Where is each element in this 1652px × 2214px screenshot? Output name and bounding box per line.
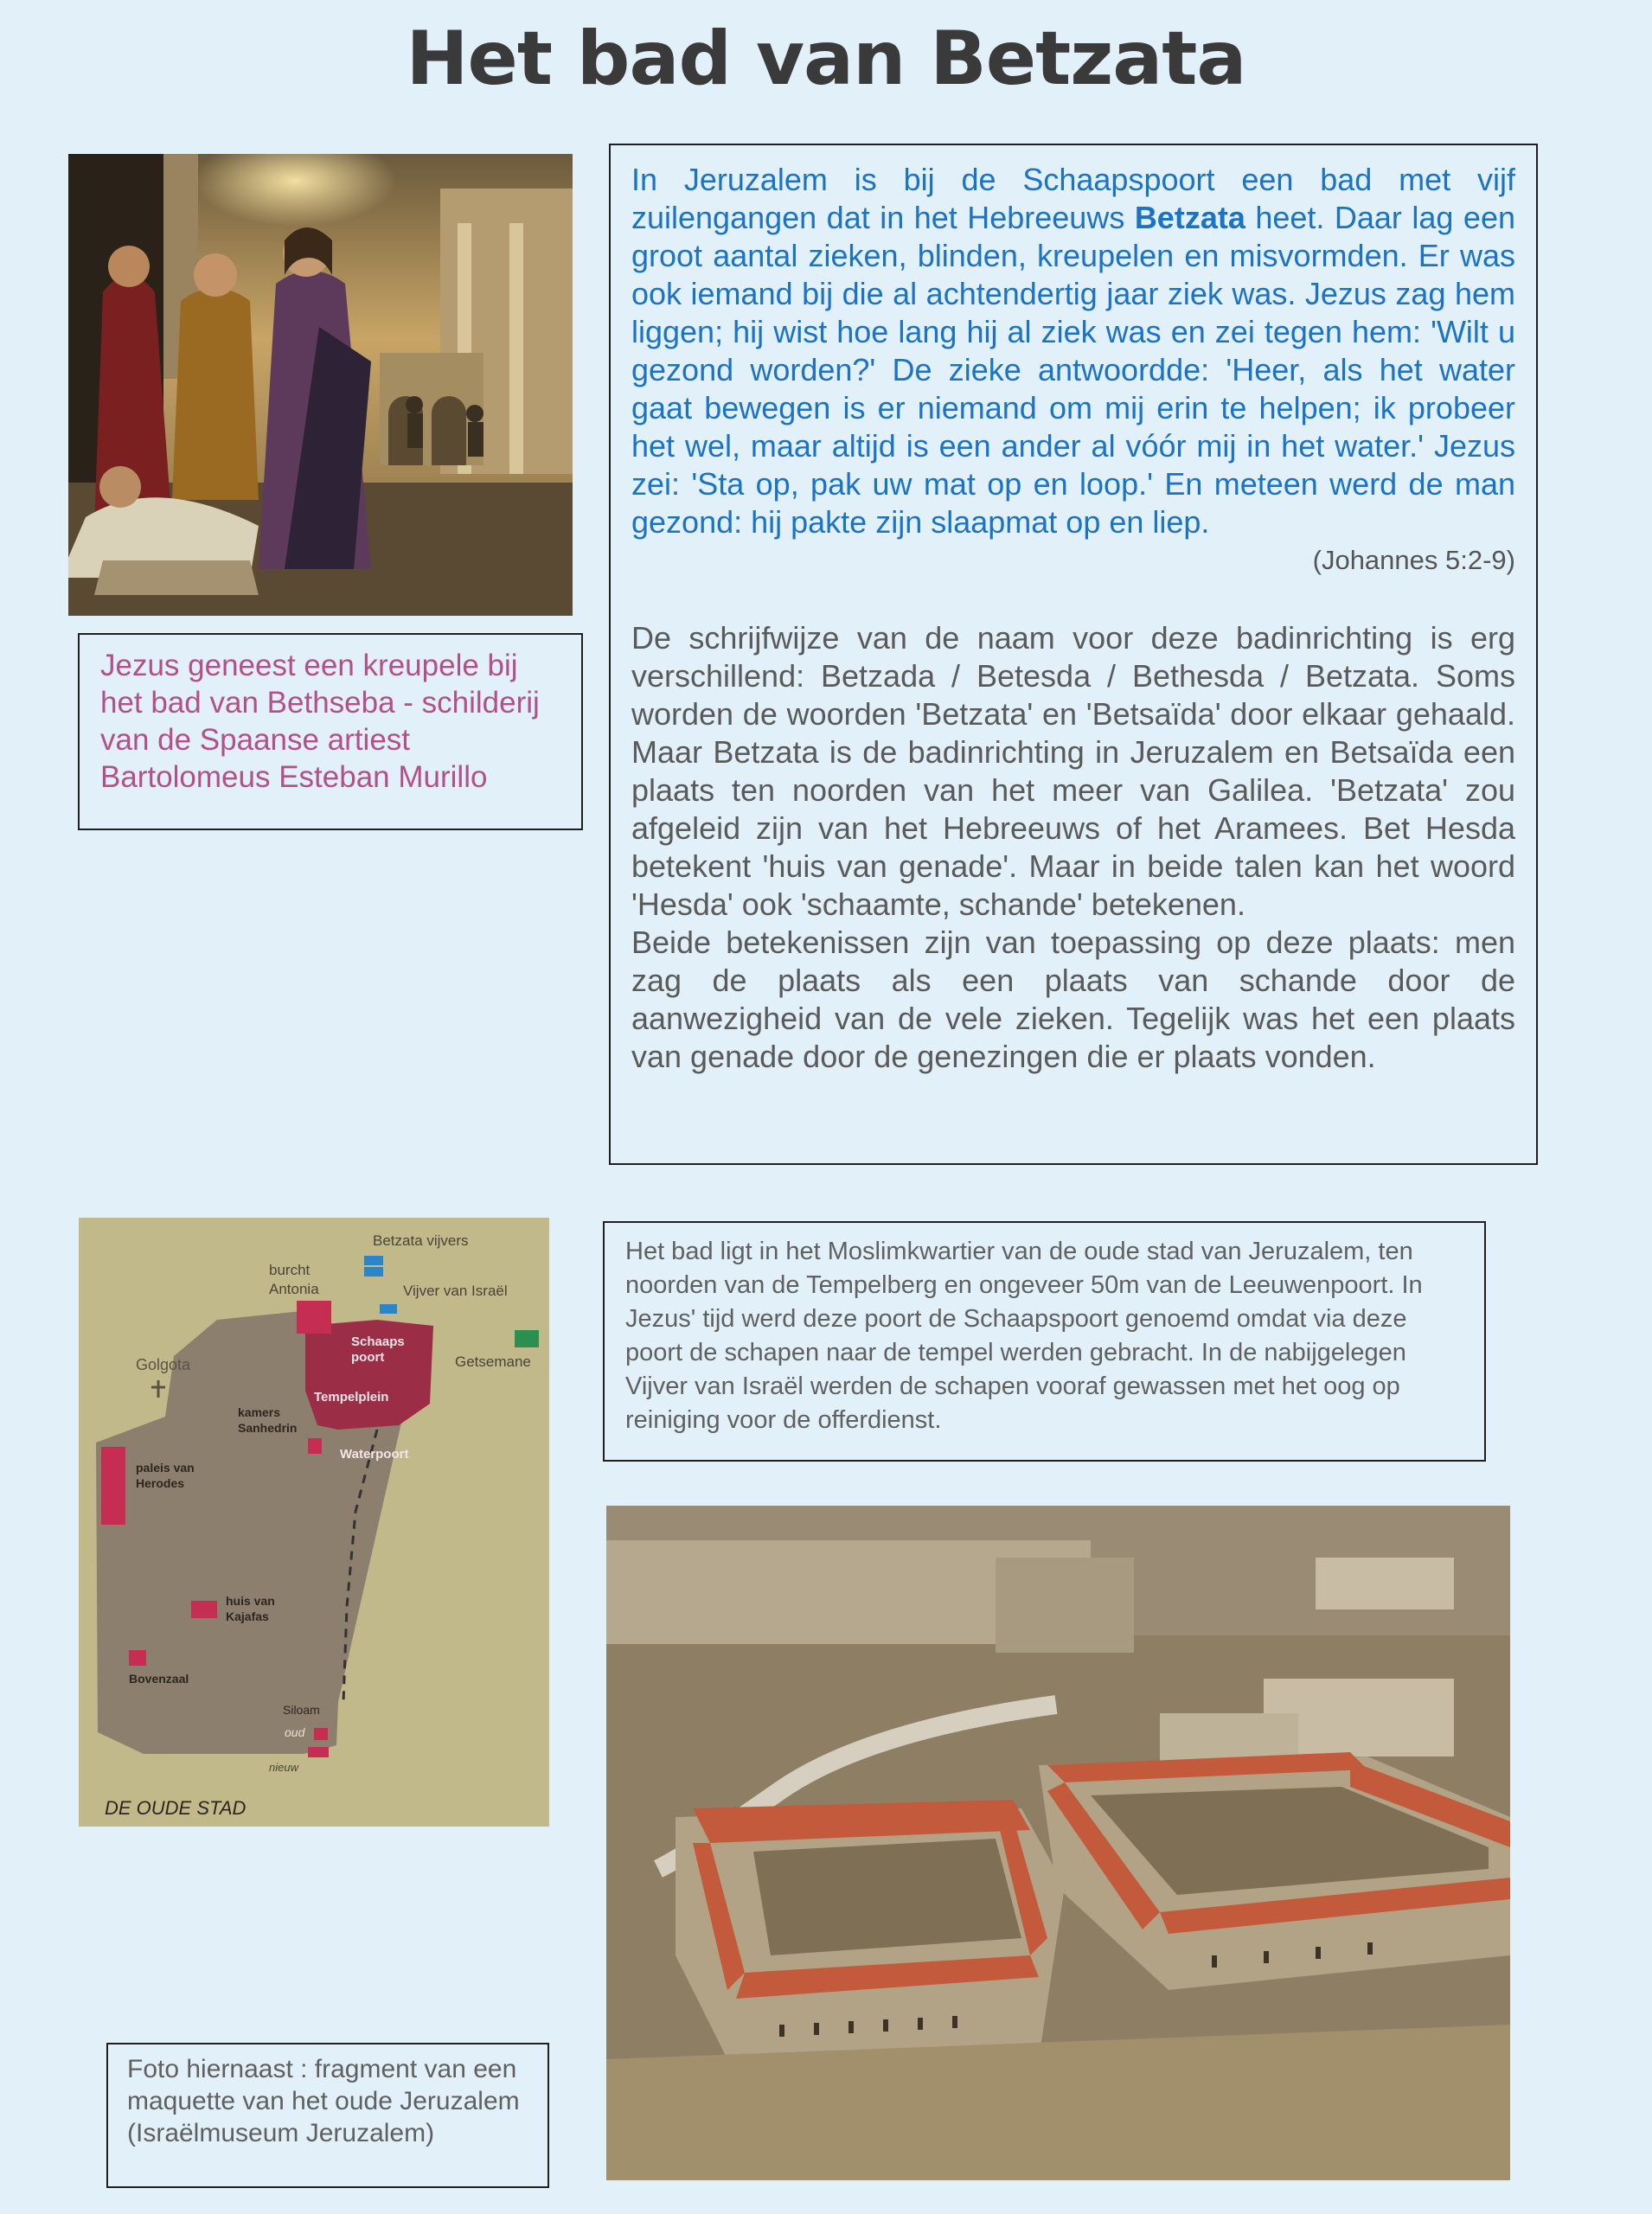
- map-label-sanhedrin: Sanhedrin: [238, 1421, 298, 1435]
- name-explanation-2: Beide betekenissen zijn van toepassing op deze plaats: men zag de plaats als een plaats van schande door de aanwezigheid van de vele zieken. Tegelijk was het een plaats van genade door de genezingen die er plaats vonden.: [631, 925, 1515, 1074]
- murillo-painting-image: [68, 154, 573, 616]
- painting-caption-box: [78, 633, 583, 830]
- location-text-box: [603, 1221, 1486, 1462]
- map-label-kajafas: Kajafas: [226, 1609, 269, 1623]
- gospel-verse-bold-name: Betzata: [1134, 200, 1245, 235]
- map-label-herodes: Herodes: [136, 1476, 185, 1490]
- map-label-waterpoort: Waterpoort: [340, 1447, 409, 1462]
- name-explanation-1: De schrijfwijze van de naam voor deze badinrichting is erg verschillend: Betzada / Betesda / Bethesda / Betzata. Soms worden de woorden 'Betzata' en 'Betsaïda' door elkaar gehaald. Maar Betzata is de badinrichting in Jeruzalem en Betsaïda een plaats ten noorden van het meer van Galilea. 'Betzata' zou afgeleid zijn van het Hebreeuws of het Aramees. Bet Hesda betekent 'huis van genade'. Maar in beide talen kan het woord 'Hesda' ook 'schaamte, schande' betekenen.: [631, 620, 1515, 922]
- map-label-poort: poort: [351, 1350, 385, 1365]
- gospel-reference: (Johannes 5:2-9): [1312, 545, 1515, 575]
- old-city-map-drawing: [79, 1218, 549, 1827]
- jerusalem-model-photo: [606, 1506, 1510, 2180]
- map-label-nieuw: nieuw: [269, 1761, 298, 1774]
- map-label-kamers: kamers: [238, 1405, 281, 1419]
- gospel-text-box: [609, 144, 1538, 1165]
- map-label-getsemane: Getsemane: [455, 1353, 531, 1370]
- map-label-bovenzaal: Bovenzaal: [129, 1672, 189, 1686]
- model-illustration: [606, 1506, 1510, 2180]
- page-title: Het bad van Betzata: [406, 16, 1246, 102]
- gospel-verse-part-2: heet. Daar lag een groot aantal zieken, blinden, kreupelen en misvormden. Er was ook iemand bij die al achtendertig jaar ziek was. Jezus zag hem liggen; hij wist hoe lang hij al ziek was en zei tegen hem: 'Wilt u gezond worden?' De zieke antwoordde: 'Heer, als het water gaat bewegen is er niemand om mij erin te helpen; ik probeer het wel, maar altijd is een ander al vóór mij in het water.' Jezus zei: 'Sta op, pak uw mat op en loop.' En meteen werd de man gezond: hij pakte zijn slaapmat op en liep.: [631, 200, 1515, 540]
- map-label-burcht: burcht: [269, 1262, 311, 1278]
- painting-caption: Jezus geneest een kreupele bij het bad van Bethseba - schilderij van de Spaanse artiest Bartolomeus Esteban Murillo: [100, 649, 540, 794]
- location-text: Het bad ligt in het Moslimkwartier van de oude stad van Jeruzalem, ten noorden van de Tempelberg en ongeveer 50m van de Leeuwenpoort. In Jezus' tijd werd deze poort de Schaapspoort genoemd omdat via deze poort de schapen naar de tempel werden gebracht. In de nabijgelegen Vijver van Israël werden de schapen vooraf gewassen met het oog op reiniging voor de offerdienst.: [625, 1238, 1423, 1434]
- painting-illustration: [68, 154, 573, 616]
- map-label-oud: oud: [285, 1725, 305, 1739]
- old-city-map: [79, 1218, 549, 1827]
- map-label-antonia: Antonia: [269, 1281, 319, 1297]
- map-label-huis-van: huis van: [226, 1594, 275, 1608]
- map-label-siloam: Siloam: [283, 1703, 320, 1717]
- map-label-vijver-israel: Vijver van Israël: [403, 1283, 508, 1299]
- model-caption-box: [106, 2043, 549, 2188]
- gospel-verse: [631, 161, 1515, 541]
- map-label-paleis-van: paleis van: [136, 1461, 195, 1475]
- gospel-verse-part-1: In Jeruzalem is bij de Schaapspoort een bad met vijf zuilengangen dat in het Hebreeuws: [631, 162, 1515, 235]
- map-label-tempelplein: Tempelplein: [314, 1390, 389, 1405]
- model-caption: Foto hiernaast : fragment van een maquette van het oude Jeruzalem (Israëlmuseum Jeruzalem): [127, 2055, 520, 2147]
- map-label-betzata-vijvers: Betzata vijvers: [373, 1232, 469, 1249]
- map-label-golgota: Golgota: [136, 1356, 191, 1373]
- map-title: DE OUDE STAD: [105, 1797, 247, 1819]
- map-label-schaaps: Schaaps: [351, 1334, 405, 1349]
